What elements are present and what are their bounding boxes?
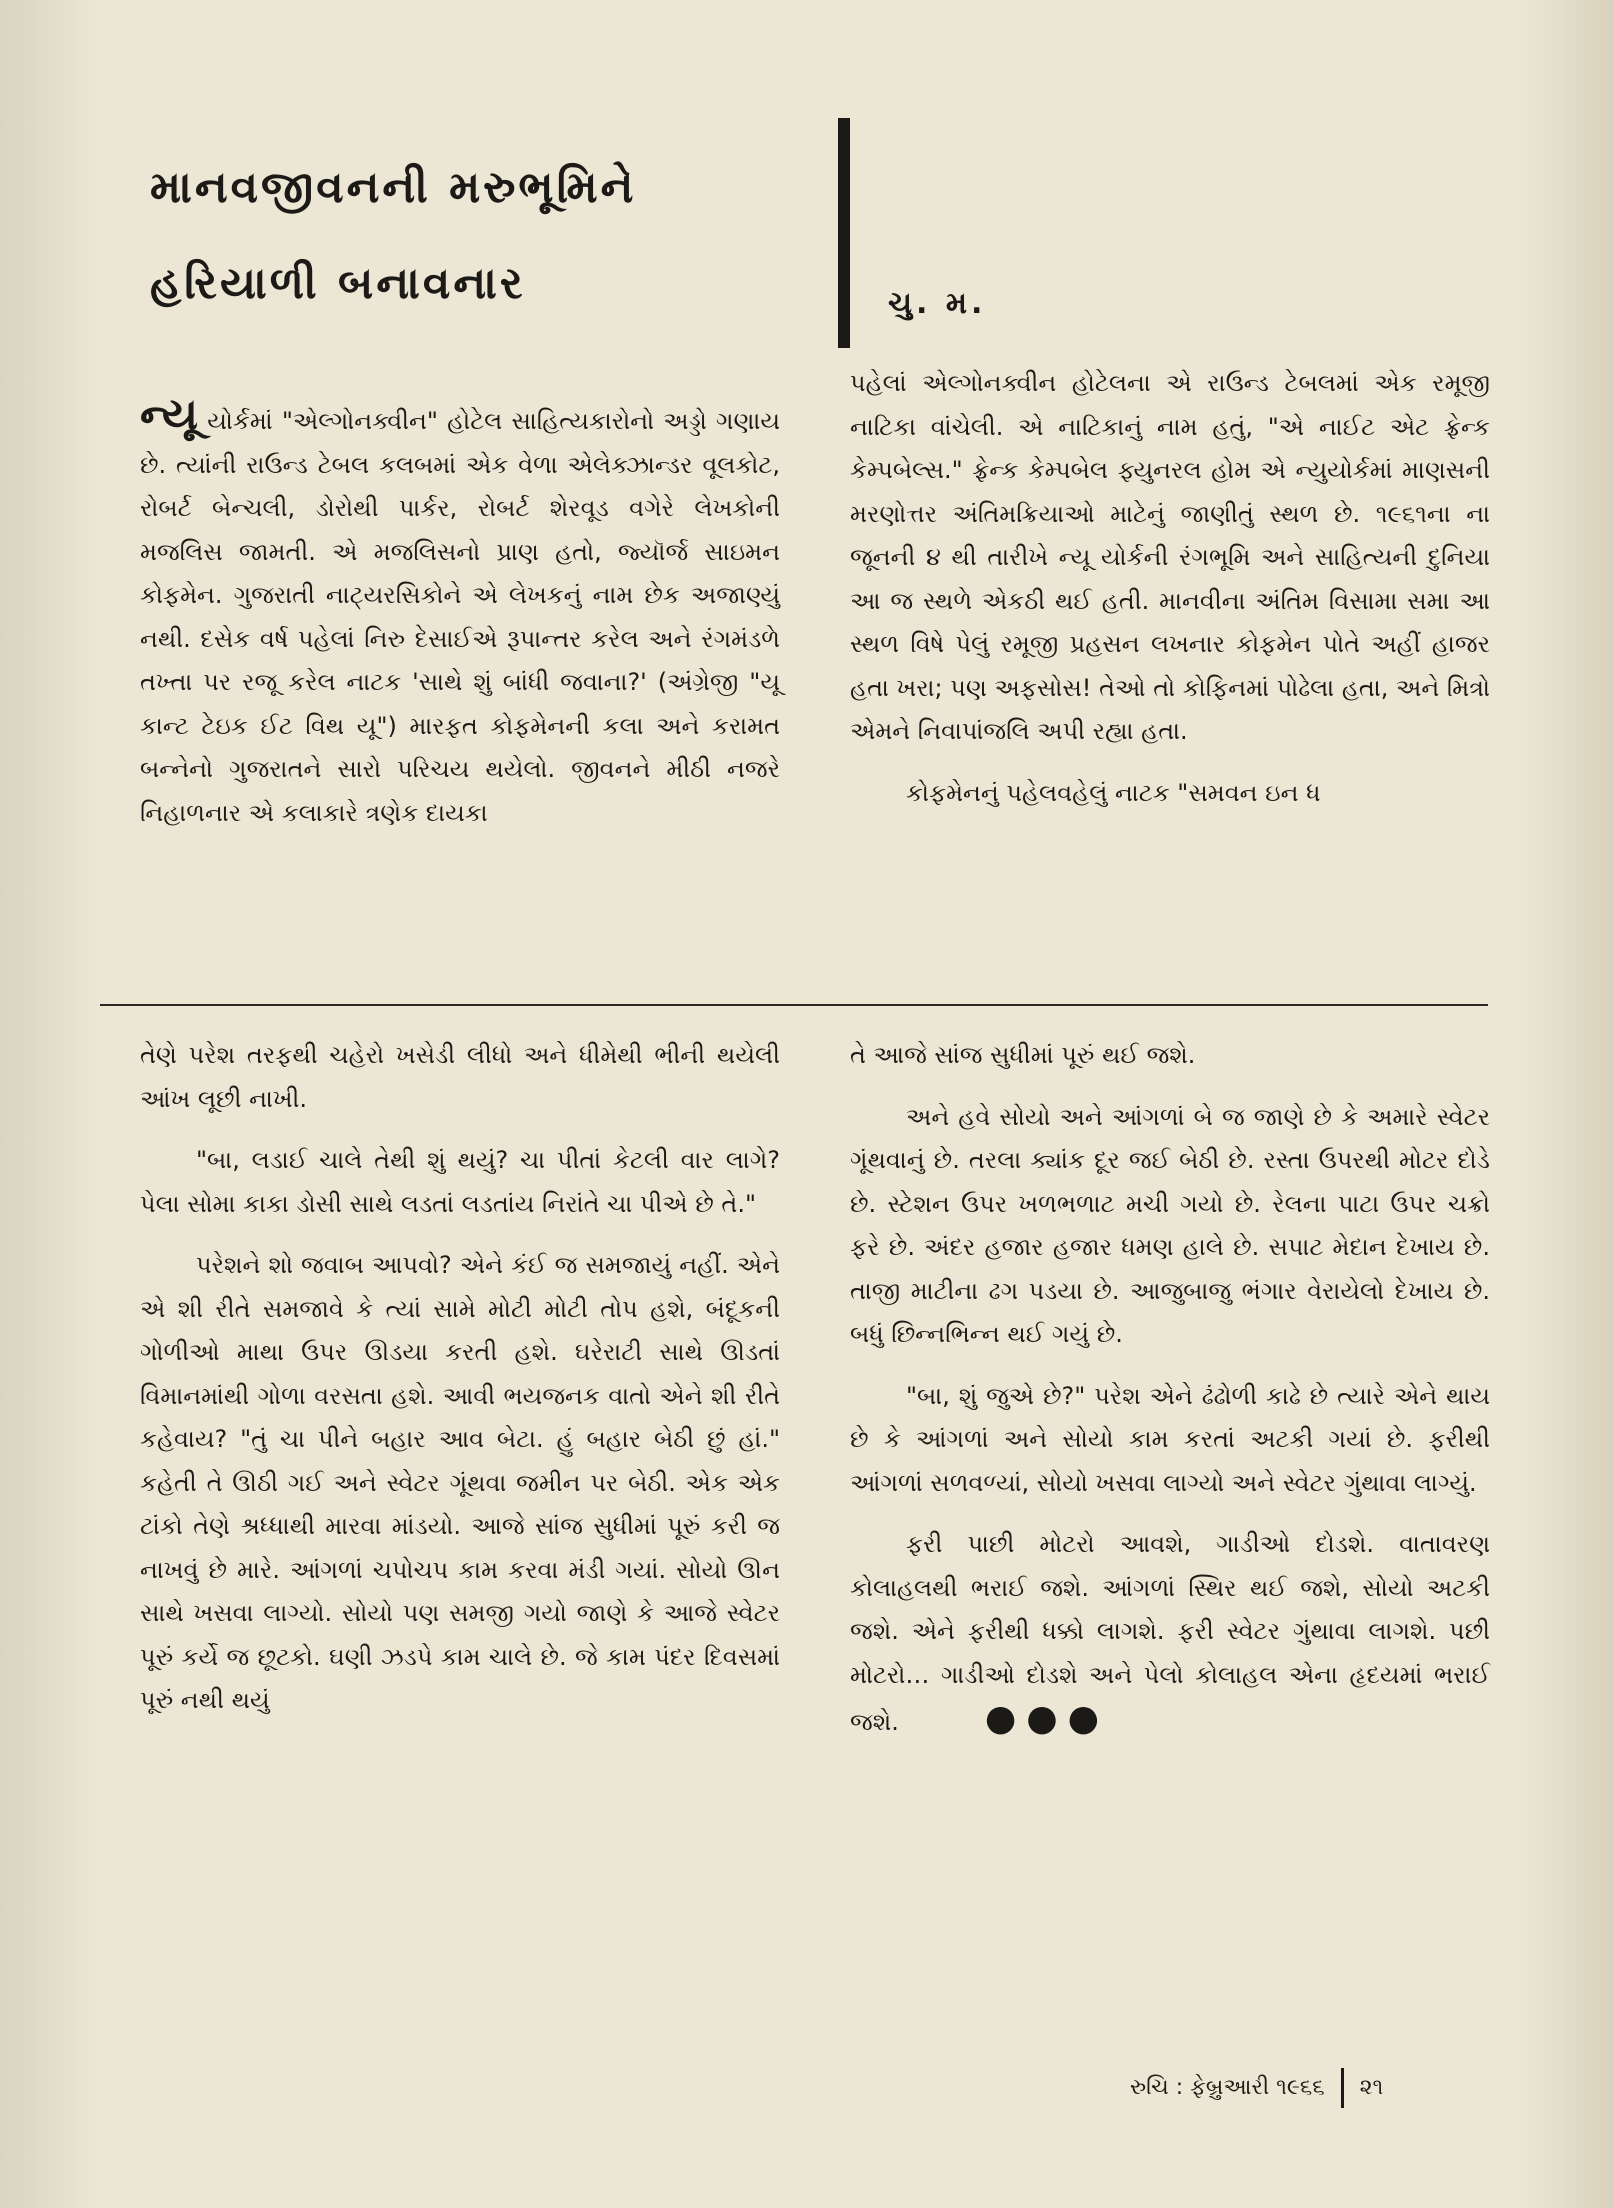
drop-cap: ન્યૂ [140,389,199,440]
footer-magazine: રુચિ : ફેબ્રુઆરી ૧૯૬૬ [1130,2075,1325,2100]
paragraph: અને હવે સોયો અને આંગળાં બે જ જાણે છે કે અમારે સ્વેટર ગૂંથવાનું છે. તરલા ક્યાંક દૂર જઈ બેઠી છે. રસ્તા ઉપરથી મોટર દોડે છે. સ્ટેશન ઉપર ખળભળાટ મચી ગયો છે. રેલના પાટા ઉપર ચક્રો ફરે છે. અંદર હજાર હજાર ધમણ હાલે છે. સપાટ મેદાન દેખાય છે. તાજી માટીના ઢગ પડયા છે. આજુબાજુ ભંગાર વેરાયેલો દેખાય છે. બધું છિન્નભિન્ન થઈ ગયું છે. [850,1102,1490,1348]
title-divider-bar [838,118,850,348]
page-footer [1130,2068,1383,2108]
title-line-1: માનવજીવનની મરુભૂમિને [150,162,637,213]
footer-separator [1341,2068,1344,2108]
page-number: ૨૧ [1359,2075,1384,2100]
paragraph [850,1523,1490,1745]
end-mark: ●●● [984,1698,1110,1739]
column-bottom-right [850,1034,1490,1745]
paragraph: તે આજે સાંજ સુધીમાં પૂરું થઈ જશે. [850,1041,1196,1069]
paragraph: "બા, શું જુએ છે?" પરેશ એને ઢંઢોળી કાઢે છે ત્યારે એને થાય છે કે આંગળાં અને સોયો કામ કરતાં અટકી ગયાં છે. ફરીથી આંગળાં સળવળ્યાં, સોયો ખસવા લાગ્યો અને સ્વેટર ગુંથાવા લાગ્યું. [850,1381,1490,1497]
paragraph: કોફમેનનું પહેલવહેલું નાટક "સમવન ઇન ધ [906,778,1321,807]
column-bottom-left [140,1034,780,1723]
intro-paragraph [140,389,780,835]
paragraph: પરેશને શો જવાબ આપવો? એને કંઈ જ સમજાયું નહીં. એને એ શી રીતે સમજાવે કે ત્યાં સામે મોટી મોટી તોપ હશે, બંદૂકની ગોળીઓ માથા ઉપર ઊડયા કરતી હશે. ઘરેરાટી સાથે ઊડતાં વિમાનમાંથી ગોળા વરસતા હશે. આવી ભયજનક વાતો એને શી રીતે કહેવાય? "તું ચા પીને બહાર આવ બેટા. હું બહાર બેઠી છું હાં." કહેતી તે ઊઠી ગઈ અને સ્વેટર ગૂંથવા જમીન પર બેઠી. એક એક ટાંકો તેણે શ્રધ્ધાથી મારવા માંડયો. આજે સાંજ સુધીમાં પૂરું કરી જ નાખવું છે મારે. આંગળાં ચપોચપ કામ કરવા મંડી ગયાં. સોયો ઊન સાથે ખસવા લાગ્યો. સોયો પણ સમજી ગયો જાણે કે આજે સ્વેટર પૂરું કર્યે જ છૂટકો. ઘણી ઝડપે કામ ચાલે છે. જે કામ પંદર દિવસમાં પૂરું નથી થયું [140,1251,780,1714]
column-top-left [140,389,780,835]
closing-text: ફરી પાછી મોટરો આવશે, ગાડીઓ દોડશે. વાતાવરણ કોલાહલથી ભરાઈ જશે. આંગળાં સ્થિર થઈ જશે, સોયો અટકી જશે. એને ફરીથી ધક્કો લાગશે. ફરી સ્વેટર ગુંથાવા લાગશે. પછી મોટરો… ગાડીઓ દોડશે અને પેલો કોલાહલ એના હૃદયમાં ભરાઈ જશે. [850,1530,1490,1736]
intro-text: યોર્કમાં "એલ્ગોનક્વીન" હોટેલ સાહિત્યકારોનો અડ્ડો ગણાય છે. ત્યાંની રાઉન્ડ ટેબલ કલબમાં એક વેળા એલેક્ઝાન્ડર વૂલકોટ, રોબર્ટ બેન્ચલી, ડોરોથી પાર્કર, રોબર્ટ શેરવૂડ વગેરે લેખકોની મજલિસ જામતી. એ મજલિસનો પ્રાણ હતો, જ્યૉર્જ સાઇમન કોફમેન. ગુજરાતી નાટ્યરસિકોને એ લેખકનું નામ છેક અજાણ્યું નથી. દસેક વર્ષ પહેલાં નિરુ દેસાઈએ રૂપાન્તર કરેલ અને રંગમંડળે તખ્તા પર રજૂ કરેલ નાટક 'સાથે શું બાંધી જવાના?' (અંગ્રેજી "યૂ કાન્ટ ટેઇક ઈટ વિથ યૂ") મારફત કોફમેનની કલા અને કરામત બન્નેનો ગુજરાતને સારો પરિચય થયેલો. જીવનને મીઠી નજરે નિહાળનાર એ કલાકારે ત્રણેક દાયકા [140,407,780,827]
title-line-2: હરિયાળી બનાવનાર [150,258,526,309]
article-title [150,140,810,332]
author-byline: ચુ. મ. [888,286,987,321]
paragraph: પહેલાં એલ્ગોનક્વીન હોટેલના એ રાઉન્ડ ટેબલમાં એક રમૂજી નાટિકા વાંચેલી. એ નાટિકાનું નામ હતું, "એ નાઈટ એટ ફ્રેન્ક કેમ્પબેલ્સ." ફ્રેન્ક કેમ્પબેલ ફ્યુનરલ હોમ એ ન્યુયોર્કમાં માણસની મરણોત્તર અંતિમક્રિયાઓ માટેનું જાણીતું સ્થળ છે. ૧૯૬૧ના ના જૂનની ૪ થી તારીખે ન્યૂ યોર્કની રંગભૂમિ અને સાહિત્યની દુનિયા આ જ સ્થળે એકઠી થઈ હતી. માનવીના અંતિમ વિસામા સમા આ સ્થળ વિષે પેલું રમૂજી પ્રહસન લખનાર કોફમેન પોતે અહીં હાજર હતા ખરા; પણ અફસોસ! તેઓ તો કોફિનમાં પોઢેલા હતા, અને મિત્રો એમને નિવાપાંજલિ અપી રહ્યા હતા. [850,369,1490,745]
column-top-right [850,362,1490,815]
paragraph: તેણે પરેશ તરફથી ચહેરો ખસેડી લીધો અને ધીમેથી ભીની થયેલી આંખ લૂછી નાખી. [140,1041,780,1113]
paragraph: "બા, લડાઈ ચાલે તેથી શું થયું? ચા પીતાં કેટલી વાર લાગે? પેલા સોમા કાકા ડોસી સાથે લડતાં લડતાંય નિરાંતે ચા પીએ છે તે." [140,1146,780,1218]
section-divider-rule [100,1004,1488,1006]
